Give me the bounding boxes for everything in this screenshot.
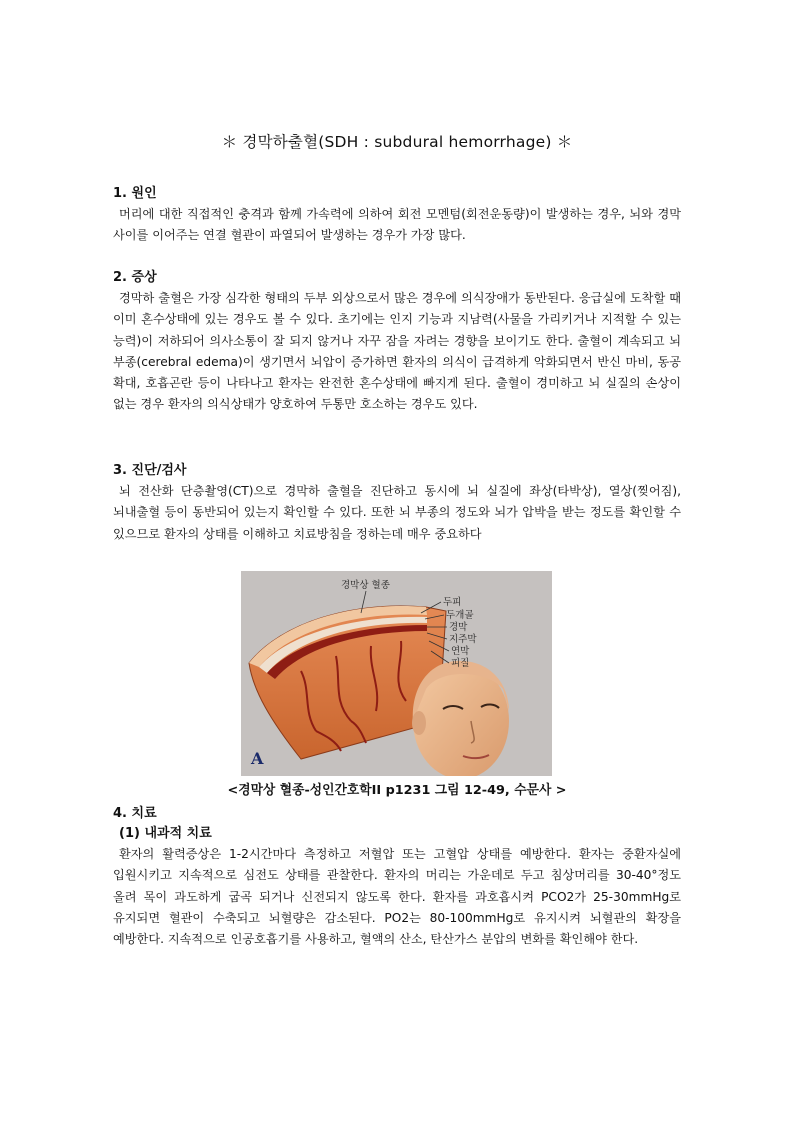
section-subheading: (1) 내과적 치료	[119, 826, 212, 841]
label-arachnoid: 지주막	[449, 634, 477, 645]
section-treatment	[113, 804, 681, 950]
label-cortex: 피질	[451, 658, 470, 669]
section-text: 경막하 출혈은 가장 심각한 형태의 두부 외상으로서 많은 경우에 의식장애가 동반된다. 응급실에 도착할 때 이미 혼수상태에 있는 경우도 볼 수 있다. 초기에는 인지 기능과 지남력(사물을 가리키거나 지적할 수 있는 능력)이 저하되어 의사소통이 잘 되지 않거나 자꾸 잠을 자려는 경향을 보이기도 한다. 출혈이 계속되고 뇌 부종(cerebral edema)이 생기면서 뇌압이 증가하면 환자의 의식이 급격하게 악화되면서 반신 마비, 동공 확대, 호흡곤란 등이 나타나고 환자는 완전한 혼수상태에 빠지게 된다. 출혈이 경미하고 뇌 실질의 손상이 없는 경우 환자의 의식상태가 양호하여 두통만 호소하는 경우도 있다.	[113, 291, 681, 412]
section-text: 환자의 활력증상은 1-2시간마다 측정하고 저혈압 또는 고혈압 상태를 예방한다. 환자는 중환자실에 입원시키고 지속적으로 심전도 상태를 관찰한다. 환자의 머리는 가운데로 두고 침상머리를 30-40°정도 올려 목이 과도하게 굽곡 되거나 신전되지 않도록 한다. 환자를 과호흡시켜 PCO2가 25-30mmHg로 유지되면 혈관이 수축되고 뇌혈량은 감소된다. PO2는 80-100mmHg로 유지시켜 뇌혈관의 확장을 예방한다. 지속적으로 인공호흡기를 사용하고, 혈액의 산소, 탄산가스 분압의 변화를 확인해야 한다.	[113, 847, 681, 947]
section-heading: 3. 진단/검사	[113, 463, 187, 478]
label-dura: 경막	[449, 622, 468, 633]
section-heading: 4. 치료	[113, 806, 157, 821]
section-symptoms	[113, 268, 681, 416]
section-heading: 2. 증상	[113, 270, 157, 285]
section-cause	[113, 184, 681, 247]
section-text: 뇌 전산화 단층촬영(CT)으로 경막하 출혈을 진단하고 동시에 뇌 실질에 좌상(타박상), 열상(찢어짐), 뇌내출혈 등이 동반되어 있는지 확인할 수 있다. 또한 뇌 부종의 정도와 뇌가 압박을 받는 정도를 확인할 수 있으므로 환자의 상태를 이해하고 치료방침을 정하는데 매우 중요하다	[113, 484, 681, 541]
figure-caption: <경막상 혈종-성인간호학II p1231 그림 12-49, 수문사 >	[227, 783, 567, 798]
label-hematoma: 경막상 혈종	[341, 580, 390, 591]
label-pia: 연막	[451, 646, 470, 657]
label-skull: 두개골	[446, 610, 474, 621]
section-text: 머리에 대한 직접적인 충격과 함께 가속력에 의하여 회전 모멘텀(회전운동량)이 발생하는 경우, 뇌와 경막 사이를 이어주는 연결 혈관이 파열되어 발생하는 경우가 가장 많다.	[113, 207, 681, 243]
hematoma-illustration	[241, 571, 552, 776]
label-skin: 두피	[443, 597, 462, 608]
label-panel: A	[251, 749, 264, 768]
hematoma-illustration-svg	[241, 571, 552, 776]
page-title: ＊ 경막하출혈(SDH : subdural hemorrhage) ＊	[221, 133, 573, 151]
section-diagnosis	[113, 461, 681, 545]
section-heading: 1. 원인	[113, 186, 157, 201]
